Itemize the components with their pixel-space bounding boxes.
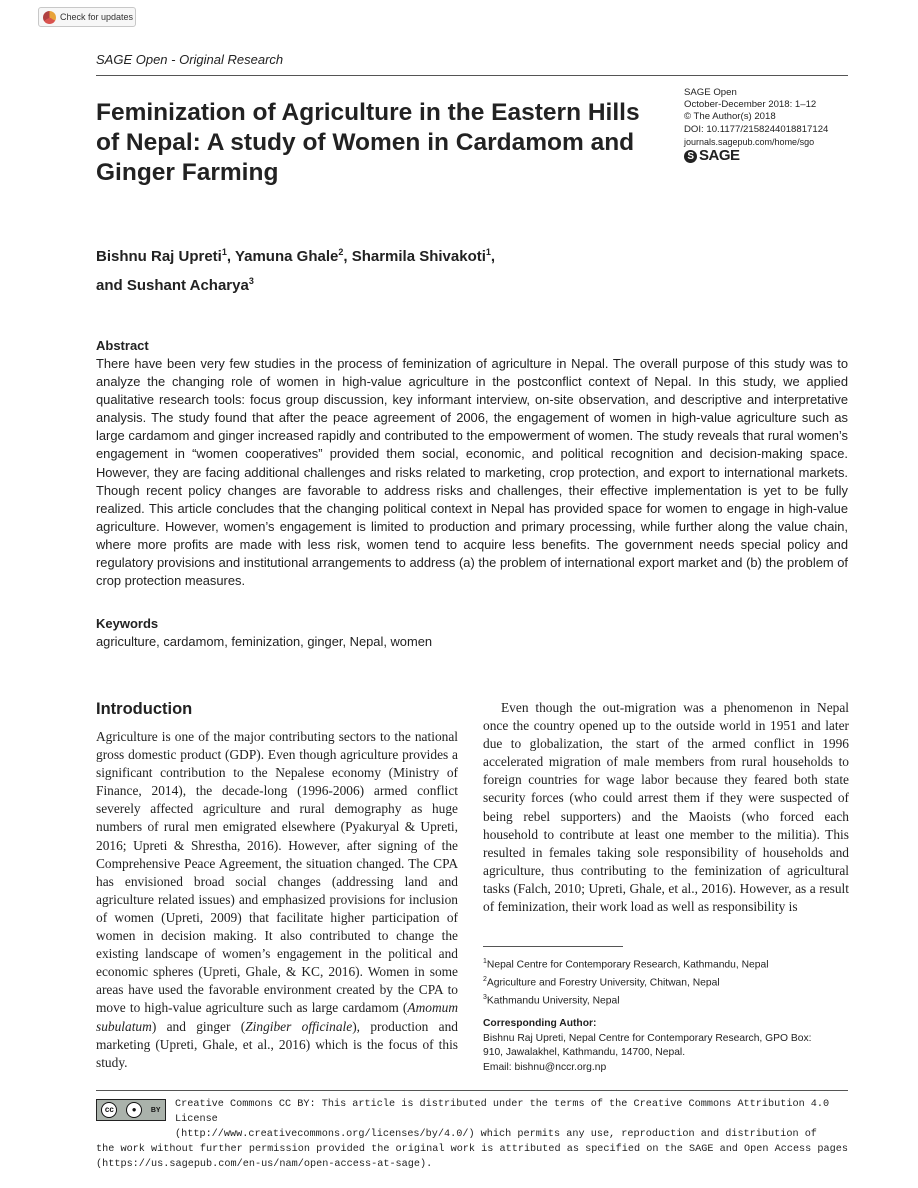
journal-meta xyxy=(684,87,854,163)
corresponding-email[interactable]: Email: bishnu@nccr.org.np xyxy=(483,1061,607,1073)
license-text xyxy=(96,1097,856,1172)
meta-issue: October-December 2018: 1–12 xyxy=(684,99,817,111)
intro-text: Agriculture is one of the major contributing sectors to the national gross domestic product (GDP). Even though agriculture provides a significant contribution to the Nepalese economy (Ministry of Finance, 2014), the decade-long (1996-2006) armed conflict severely affected agriculture and rural demography as huge numbers of rural men emigrated elsewhere (Pyakuryal & Upreti, 2016; Upreti & Shrestha, 2016). However, after signing of the Comprehensive Peace Agreement, the situation changed. The CPA has envisioned broad social changes (addressing land and agriculture related issues) and emphasized provisions for inclusion of women (Upreti, 2009) that facilitate higher participation of women in decision making. It also contributed to change the existing landscape of women’s engagement in the political and economic spheres (Upreti, Ghale, & KC, 2016). Women in some areas have used the favorable environment created by the CPA to move to high-value agriculture such as large cardamom ( xyxy=(96,729,458,1016)
meta-journal: SAGE Open xyxy=(684,87,737,98)
affiliation-item xyxy=(483,955,849,973)
journal-section-line: SAGE Open - Original Research xyxy=(96,52,284,67)
corresponding-heading: Corresponding Author: xyxy=(483,1018,597,1030)
species-name: Zingiber officinale xyxy=(245,1018,353,1034)
affiliation-number: 3 xyxy=(483,993,487,1001)
attribution-icon: ● xyxy=(126,1102,142,1118)
introduction-heading: Introduction xyxy=(96,700,193,718)
bottom-rule xyxy=(96,1090,848,1091)
corresponding-line: 910, Jawalakhel, Kathmandu, 14700, Nepal. xyxy=(483,1047,686,1059)
author-separator: , xyxy=(226,248,235,265)
species-name: Amomum subulatum xyxy=(96,1000,458,1034)
author-list xyxy=(96,240,656,298)
license-line: the work without further permission provided the original work is attributed as specified on the SAGE and Open Access pages xyxy=(96,1144,848,1155)
affiliation-text: Kathmandu University, Nepal xyxy=(486,995,620,1007)
license-line: Creative Commons CC BY: This article is distributed under the terms of the Creative Commons Attribution 4.0 License xyxy=(175,1099,830,1125)
sage-logo xyxy=(684,147,854,165)
author-name: Yamuna Ghale xyxy=(234,248,339,265)
abstract-text: There have been very few studies in the process of feminization of agriculture in Nepal. The overall purpose of this study was to analyze the changing role of women in high-value agriculture in the postconflict context of Nepal. In this study, we applied qualitative research tools: focus group discussion, key informant interview, on-site observation, and descriptive and interpretative analysis. The study found that after the peace agreement of 2006, the engagement of women in high-value agriculture such as large cardamom and ginger increased rapidly and contributed to the empowerment of women. The study reveals that rural women’s engagement in “women cooperatives” provided them social, economic, and political recognition and decision-making space. However, they are facing additional challenges and risks related to marketing, crop protection, and export to international markets. Though recent policy changes are favorable to address risks and challenges, their effective implementation is yet to be fully realized. This article concludes that the changing political context in Nepal has provided space for women to engage in high-value agriculture. However, women’s engagement is limited to production and primary processing, while further along the value chain, where more profits are made with less risk, women tend to acquire less benefits. The government needs special policy and regulatory provisions and institutional arrangements to address (a) the problem of international export market and (b) the problem of crop protection measures. xyxy=(96,356,848,589)
affiliation-item xyxy=(483,991,849,1009)
author-separator: , xyxy=(343,248,352,265)
author-separator: , xyxy=(490,248,496,265)
affiliation-item xyxy=(483,973,849,991)
intro-right-column: Even though the out-migration was a phenomenon in Nepal once the country opened up to the outside world in 1951 and later due to globalization, the start of the armed conflict in 1996 accelerated migration of male members from rural households to foreign countries for wage labor because they feared both state security forces (who could arrest them if they were suspected of being rebel supporters) and the Maoists (who forced each household to contribute at least one member to the militia). This resulted in females taking sole responsibility of households and agriculture, thus contributing to the feminization of agricultural tasks (Falch, 2010; Upreti, Ghale, et al., 2016). However, as a result of feminization, their work load as well as responsibility is xyxy=(483,700,849,915)
author-name: Sharmila Shivakoti xyxy=(351,248,486,265)
by-label: BY xyxy=(150,1106,161,1114)
sage-logo-icon: S xyxy=(684,150,697,163)
footnote-rule xyxy=(483,946,623,947)
meta-doi[interactable]: DOI: 10.1177/2158244018817124 xyxy=(684,123,829,135)
affiliation-text: Nepal Centre for Contemporary Research, Kathmandu, Nepal xyxy=(486,959,769,971)
top-rule xyxy=(96,75,848,76)
license-url[interactable]: (http://www.creativecommons.org/licenses/by/4.0/) which permits any use, reproduction and distribution of xyxy=(175,1129,817,1140)
meta-url[interactable]: journals.sagepub.com/home/sgo xyxy=(684,136,815,147)
intro-text: ) and ginger ( xyxy=(151,1018,246,1034)
check-for-updates-badge[interactable] xyxy=(38,7,136,27)
abstract-heading: Abstract xyxy=(96,338,149,353)
meta-copyright: © The Author(s) 2018 xyxy=(684,111,776,123)
corresponding-line: Bishnu Raj Upreti, Nepal Centre for Contemporary Research, GPO Box: xyxy=(483,1032,812,1044)
keywords-text: agriculture, cardamom, feminization, ginger, Nepal, women xyxy=(96,634,433,649)
affiliation-number: 2 xyxy=(483,975,487,983)
crossmark-icon xyxy=(43,11,56,24)
intro-text: ), production and marketing (Upreti, Ghale, et al., 2016) which is the focus of this study. xyxy=(96,1018,458,1070)
license-url[interactable]: (https://us.sagepub.com/en-us/nam/open-access-at-sage). xyxy=(96,1159,433,1170)
intro-left-column xyxy=(96,728,458,1072)
author-affiliation-mark: 3 xyxy=(248,276,254,286)
author-affiliation-mark: 2 xyxy=(338,247,344,257)
affiliation-list xyxy=(483,955,849,1008)
sage-logo-text: SAGE xyxy=(699,147,740,165)
check-for-updates-label: Check for updates xyxy=(60,12,134,22)
author-affiliation-mark: 1 xyxy=(221,247,227,257)
author-name: and Sushant Acharya xyxy=(96,277,249,294)
affiliation-text: Agriculture and Forestry University, Chitwan, Nepal xyxy=(486,977,720,989)
affiliation-number: 1 xyxy=(483,958,487,965)
author-name: Bishnu Raj Upreti xyxy=(96,248,222,265)
author-affiliation-mark: 1 xyxy=(485,247,491,257)
keywords-heading: Keywords xyxy=(96,616,159,631)
footnotes xyxy=(483,955,849,1075)
cc-icon: cc xyxy=(101,1102,117,1118)
article-title: Feminization of Agriculture in the Eastern Hills of Nepal: A study of Women in Cardamom and Ginger Farming xyxy=(96,99,640,186)
